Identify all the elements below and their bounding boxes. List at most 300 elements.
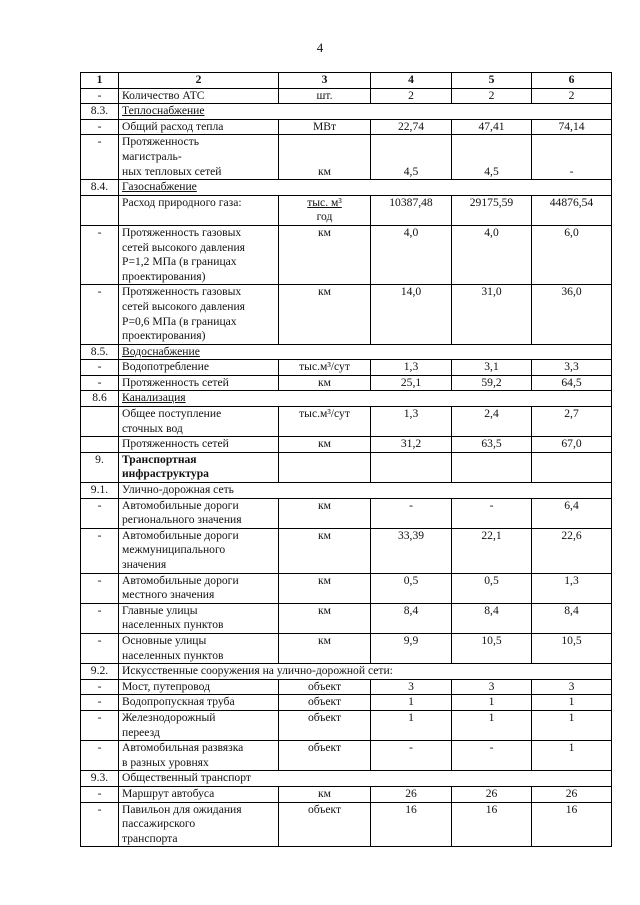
value-cell (371, 679, 452, 695)
indicator-label-line: Мост, путепровод (122, 679, 211, 693)
indicator-cell (119, 407, 279, 437)
value-text: 1 (408, 710, 414, 724)
indicator-label-line: магистраль- (122, 149, 182, 163)
section-title: Канализация (122, 391, 186, 405)
table-row (81, 360, 612, 376)
value-cell (371, 633, 452, 663)
value-cell (371, 528, 452, 573)
unit-text: км (318, 225, 331, 239)
indicator-label-line: Маршрут автобуса (122, 786, 215, 800)
unit-cell (279, 498, 371, 528)
value-cell (532, 633, 612, 663)
indicator-cell (119, 633, 279, 663)
value-cell (452, 802, 532, 847)
row-number-cell: - (81, 573, 119, 603)
value-cell (371, 695, 452, 711)
value-cell (532, 285, 612, 344)
value-text: - (569, 164, 574, 178)
row-number-cell: - (81, 119, 119, 135)
section-title: Теплоснабжение (122, 104, 205, 118)
value-cell (371, 710, 452, 740)
value-text: - (489, 741, 494, 755)
value-text: 1,3 (403, 360, 419, 374)
empty-cell (371, 452, 452, 482)
row-number-cell: - (81, 375, 119, 391)
table-row (81, 195, 612, 225)
unit-line: тыс. м³ (307, 195, 342, 209)
value-text: 2,7 (564, 407, 579, 421)
unit-cell (279, 88, 371, 104)
row-number-cell: - (81, 633, 119, 663)
indicator-label-line: ных тепловых сетей (122, 164, 222, 178)
value-text: 3 (408, 679, 414, 693)
indicator-label-line: Железнодорожный (122, 710, 216, 724)
value-cell (371, 498, 452, 528)
row-number-cell: - (81, 802, 119, 847)
indicator-cell (119, 603, 279, 633)
value-text: 1 (488, 695, 495, 709)
unit-cell (279, 802, 371, 847)
value-cell (532, 195, 612, 225)
value-text: - (409, 498, 413, 512)
value-cell (452, 135, 532, 180)
spacer (282, 135, 367, 150)
table-row (81, 679, 612, 695)
value-cell (532, 135, 612, 180)
unit-text: км (318, 573, 331, 587)
section-title: Газоснабжение (122, 180, 197, 194)
unit-cell (279, 679, 371, 695)
value-text: 31,0 (481, 285, 502, 299)
table-row (81, 391, 612, 407)
row-number-cell: 9.3. (81, 771, 119, 787)
value-cell (532, 603, 612, 633)
table-row (81, 483, 612, 499)
unit-cell (279, 786, 371, 802)
value-cell (532, 360, 612, 376)
indicator-label-line: Автомобильные дороги (122, 528, 239, 542)
section-title-cell (119, 771, 612, 787)
table-row (81, 633, 612, 663)
value-text: 29175,59 (469, 195, 514, 209)
row-number-cell: - (81, 679, 119, 695)
section-title-cell (119, 391, 612, 407)
indicator-label-line: населенных пунктов (122, 618, 224, 632)
indicator-cell (119, 285, 279, 344)
value-cell (452, 695, 532, 711)
unit-cell (279, 225, 371, 284)
indicator-cell (119, 498, 279, 528)
value-text: 3,3 (564, 360, 579, 374)
indicator-label-line: Общий расход тепла (122, 119, 224, 133)
unit-cell (279, 573, 371, 603)
value-cell (371, 802, 452, 847)
section-title-line: Транспортная (122, 452, 197, 466)
spacer (535, 150, 608, 165)
value-cell (532, 528, 612, 573)
value-text: 2 (408, 88, 414, 102)
table-row (81, 452, 612, 482)
row-number-cell: 8.5. (81, 344, 119, 360)
header-cell: 5 (452, 73, 532, 89)
indicator-label-line: Водопропускная труба (122, 695, 235, 709)
unit-cell (279, 195, 371, 225)
unit-text: км (318, 375, 331, 389)
indicator-label-line: Главные улицы (122, 603, 198, 617)
table-row (81, 225, 612, 284)
spacer (374, 135, 448, 150)
section-title: Общественный транспорт (122, 771, 251, 785)
spacer (282, 150, 367, 165)
table-row (81, 741, 612, 771)
value-cell (452, 633, 532, 663)
section-title-cell (119, 664, 612, 680)
unit-text: км (318, 437, 331, 451)
value-cell (452, 498, 532, 528)
value-text: 33,39 (397, 528, 425, 542)
value-cell (452, 195, 532, 225)
value-text: 6,4 (564, 498, 579, 512)
header-cell: 3 (279, 73, 371, 89)
value-cell (532, 225, 612, 284)
indicator-cell (119, 135, 279, 180)
value-text: 1 (488, 710, 495, 724)
header-cell: 2 (119, 73, 279, 89)
value-text: 1 (568, 695, 575, 709)
value-text: - (489, 498, 494, 512)
value-text: 8,4 (403, 603, 419, 617)
table-row (81, 603, 612, 633)
indicator-label-line: Количество АТС (122, 88, 205, 102)
value-cell (452, 225, 532, 284)
table-row (81, 802, 612, 847)
unit-cell (279, 135, 371, 180)
header-cell: 1 (81, 73, 119, 89)
value-cell (452, 88, 532, 104)
unit-text: шт. (316, 88, 333, 102)
value-cell (452, 573, 532, 603)
row-number-cell: 9.1. (81, 483, 119, 499)
unit-cell (279, 375, 371, 391)
table-row (81, 771, 612, 787)
unit-cell (279, 633, 371, 663)
value-cell (532, 710, 612, 740)
indicator-label-line: населенных пунктов (122, 648, 224, 662)
row-number-cell: - (81, 710, 119, 740)
table-row (81, 135, 612, 180)
value-text: 6,0 (564, 225, 579, 239)
value-text: 4,5 (484, 164, 499, 178)
value-cell (371, 573, 452, 603)
indicator-label-line: межмуниципального (122, 543, 226, 557)
section-title-line: инфраструктура (122, 467, 209, 481)
value-text: 1 (568, 741, 575, 755)
indicator-cell (119, 437, 279, 453)
indicator-cell (119, 88, 279, 104)
value-cell (371, 88, 452, 104)
row-number-cell: - (81, 741, 119, 771)
table-header-row (81, 73, 612, 89)
row-number-cell: - (81, 498, 119, 528)
header-cell: 4 (371, 73, 452, 89)
unit-cell (279, 528, 371, 573)
indicator-label-line: Протяженность сетей (122, 375, 229, 389)
value-text: 8,4 (484, 603, 499, 617)
indicator-cell (119, 786, 279, 802)
table-row (81, 119, 612, 135)
section-title: Искусственные сооружения на улично-дорожной сети: (122, 664, 393, 678)
indicator-label-line: Автомобильные дороги (122, 573, 239, 587)
section-title-cell (119, 452, 279, 482)
table-row (81, 180, 612, 196)
value-cell (452, 786, 532, 802)
value-cell (532, 786, 612, 802)
unit-text: объект (307, 741, 342, 755)
value-text: 22,6 (561, 528, 582, 542)
value-cell (532, 119, 612, 135)
value-cell (532, 802, 612, 847)
indicator-label-line: сетей высокого давления (122, 240, 245, 254)
table-row (81, 407, 612, 437)
value-cell (532, 88, 612, 104)
table-row (81, 664, 612, 680)
unit-cell (279, 437, 371, 453)
value-text: 36,0 (561, 285, 582, 299)
spacer (455, 150, 528, 165)
row-number-cell: 8.6 (81, 391, 119, 407)
value-text: 9,9 (403, 633, 419, 647)
indicator-cell (119, 679, 279, 695)
table-row (81, 528, 612, 573)
indicator-cell (119, 195, 279, 225)
row-number-cell: - (81, 225, 119, 284)
value-cell (452, 741, 532, 771)
value-cell (371, 225, 452, 284)
value-text: 10,5 (561, 633, 582, 647)
unit-cell (279, 119, 371, 135)
value-text: 25,1 (400, 375, 422, 389)
value-text: 63,5 (481, 437, 502, 451)
unit-text: км (318, 603, 331, 617)
value-text: 4,5 (403, 164, 419, 178)
indicator-label-line: Р=1,2 МПа (в границах (122, 255, 237, 269)
table-row (81, 786, 612, 802)
value-cell (371, 375, 452, 391)
row-number-cell: - (81, 603, 119, 633)
indicator-label-line: Автомобильные дороги (122, 498, 239, 512)
indicator-cell (119, 741, 279, 771)
value-cell (371, 195, 452, 225)
spacer (455, 135, 528, 150)
value-text: 16 (565, 802, 578, 816)
row-number-cell (81, 437, 119, 453)
section-title-cell (119, 180, 612, 196)
row-number-cell: - (81, 695, 119, 711)
table-row (81, 573, 612, 603)
indicator-label-line: проектирования) (122, 269, 206, 283)
row-number-cell: - (81, 786, 119, 802)
section-title-cell (119, 344, 612, 360)
empty-cell (532, 452, 612, 482)
unit-text: км (318, 164, 331, 178)
row-number-cell: 8.3. (81, 104, 119, 120)
value-cell (452, 437, 532, 453)
value-text: 1,3 (403, 407, 419, 421)
unit-text: тыс.м³/сут (299, 407, 350, 421)
table-row (81, 375, 612, 391)
table-row (81, 285, 612, 344)
indicator-label-line: Автомобильная развязка (122, 741, 244, 755)
indicator-cell (119, 695, 279, 711)
table-row (81, 695, 612, 711)
value-cell (452, 407, 532, 437)
value-text: 67,0 (561, 437, 582, 451)
row-number-cell (81, 407, 119, 437)
row-number-cell: 9.2. (81, 664, 119, 680)
indicator-label-line: Расход природного газа: (122, 195, 242, 209)
value-text: 3 (488, 679, 495, 693)
value-text: 44876,54 (549, 195, 594, 209)
value-cell (452, 375, 532, 391)
indicator-label-line: транспорта (122, 831, 178, 845)
value-text: 1 (408, 695, 414, 709)
row-number-cell: - (81, 88, 119, 104)
indicator-label-line: регионального значения (122, 513, 242, 527)
empty-cell (279, 452, 371, 482)
value-cell (532, 573, 612, 603)
row-number-cell: - (81, 285, 119, 344)
value-cell (532, 498, 612, 528)
value-text: 22,1 (481, 528, 502, 542)
unit-text: км (318, 498, 331, 512)
header-cell: 6 (532, 73, 612, 89)
indicator-label-line: местного значения (122, 588, 215, 602)
row-number-cell: - (81, 135, 119, 180)
value-cell (532, 437, 612, 453)
value-text: 31,2 (400, 437, 422, 451)
value-cell (532, 375, 612, 391)
value-text: 10,5 (481, 633, 502, 647)
unit-text: объект (307, 710, 342, 724)
indicator-cell (119, 375, 279, 391)
unit-text: км (318, 786, 331, 800)
value-text: 26 (405, 786, 417, 800)
value-text: 2 (568, 88, 575, 102)
row-number-cell: 9. (81, 452, 119, 482)
indicator-label-line: Павильон для ожидания (122, 802, 242, 816)
indicator-cell (119, 710, 279, 740)
unit-text: объект (307, 802, 342, 816)
value-cell (532, 679, 612, 695)
row-number-cell (81, 195, 119, 225)
value-cell (532, 695, 612, 711)
unit-text: объект (307, 679, 342, 693)
indicator-label-line: проектирования) (122, 329, 206, 343)
value-text: 0,5 (403, 573, 419, 587)
indicator-label-line: в разных уровнях (122, 755, 209, 769)
indicator-label-line: Протяженность газовых (122, 225, 242, 239)
value-cell (532, 741, 612, 771)
value-text: 16 (485, 802, 498, 816)
value-text: 8,4 (564, 603, 579, 617)
unit-cell (279, 695, 371, 711)
page-number: 4 (316, 40, 324, 55)
value-text: 47,41 (478, 119, 505, 133)
indicator-cell (119, 573, 279, 603)
value-text: 0,5 (484, 573, 499, 587)
value-text: 4,0 (484, 225, 499, 239)
indicator-label-line: Общее поступление (122, 407, 222, 421)
value-text: - (409, 741, 413, 755)
value-cell (452, 679, 532, 695)
indicator-label-line: Протяженность (122, 135, 200, 149)
spacer (374, 150, 448, 165)
table-row (81, 344, 612, 360)
indicator-cell (119, 802, 279, 847)
table-row (81, 88, 612, 104)
value-cell (371, 786, 452, 802)
value-text: 26 (485, 786, 498, 800)
indicator-label-line: Основные улицы (122, 633, 207, 647)
table-row (81, 437, 612, 453)
unit-text: объект (307, 695, 342, 709)
value-cell (371, 741, 452, 771)
section-title: Водоснабжение (122, 344, 200, 358)
unit-line: год (316, 210, 333, 224)
unit-text: км (318, 633, 331, 647)
value-cell (371, 360, 452, 376)
table-row (81, 710, 612, 740)
value-text: 3 (568, 679, 575, 693)
value-text: 3,1 (484, 360, 499, 374)
value-cell (452, 603, 532, 633)
indicator-label-line: пассажирского (122, 817, 196, 831)
value-text: 1,3 (564, 573, 579, 587)
value-cell (452, 360, 532, 376)
value-text: 26 (565, 786, 578, 800)
indicator-cell (119, 360, 279, 376)
row-number-cell: - (81, 360, 119, 376)
unit-cell (279, 285, 371, 344)
indicator-label-line: значения (122, 558, 167, 571)
unit-cell (279, 360, 371, 376)
unit-text: МВт (312, 119, 337, 133)
value-cell (452, 528, 532, 573)
value-cell (371, 135, 452, 180)
unit-text: км (318, 528, 331, 542)
indicators-table (80, 72, 612, 847)
value-text: 74,14 (558, 119, 585, 133)
indicator-cell (119, 225, 279, 284)
value-text: 2 (488, 88, 495, 102)
row-number-cell: 8.4. (81, 180, 119, 196)
table-row (81, 498, 612, 528)
value-text: 59,2 (481, 375, 502, 389)
value-text: 14,0 (400, 285, 422, 299)
value-cell (371, 603, 452, 633)
row-number-cell: - (81, 528, 119, 573)
unit-cell (279, 407, 371, 437)
empty-cell (452, 452, 532, 482)
section-title: Улично-дорожная сеть (122, 483, 234, 497)
indicator-cell (119, 528, 279, 573)
indicator-cell (119, 119, 279, 135)
value-text: 2,4 (484, 407, 499, 421)
indicator-label-line: сточных вод (122, 421, 183, 435)
value-text: 1 (568, 710, 575, 724)
section-title-cell (119, 104, 612, 120)
spacer (535, 135, 608, 150)
